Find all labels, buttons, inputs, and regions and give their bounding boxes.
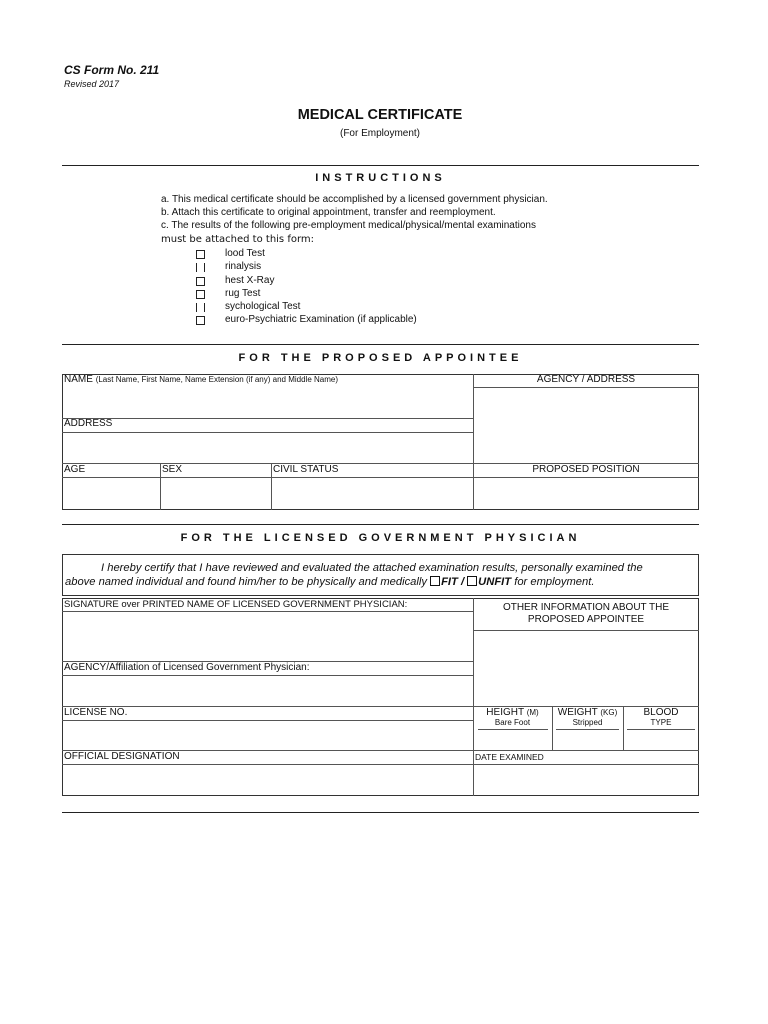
separator: /: [460, 576, 465, 588]
physician-heading: FOR THE LICENSED GOVERNMENT PHYSICIAN: [180, 532, 581, 544]
name-label-text: NAME: [64, 374, 93, 385]
column-divider: [473, 374, 474, 510]
page-title: MEDICAL CERTIFICATE: [297, 107, 463, 123]
instructions-heading: INSTRUCTIONS: [315, 172, 446, 184]
checklist-label: euro-Psychiatric Examination (if applicable): [225, 314, 417, 325]
row-divider: [62, 477, 699, 478]
physician-table: [62, 598, 699, 796]
certification-line-1: I hereby certify that I have reviewed and evaluated the attached examination results, personally examined the: [101, 562, 643, 574]
revision-note: Revised 2017: [64, 79, 120, 89]
agency-address-label: AGENCY / ADDRESS: [536, 374, 636, 385]
divider: [62, 165, 699, 166]
height-unit: (M): [526, 708, 539, 717]
weight-unit: (KG): [600, 708, 618, 717]
blood-label: BLOOD: [643, 707, 679, 718]
proposed-position-label: PROPOSED POSITION: [532, 464, 640, 475]
address-label: ADDRESS: [64, 418, 113, 429]
cell-underline: [556, 729, 619, 730]
instruction-line: c. The results of the following pre-employment medical/physical/mental examinations: [161, 220, 536, 231]
cell-underline: [478, 729, 548, 730]
name-hint: (Last Name, First Name, Name Extension (if any) and Middle Name): [95, 375, 338, 384]
column-divider: [160, 463, 161, 510]
height-text: HEIGHT: [486, 707, 524, 718]
checkbox[interactable]: [196, 290, 205, 299]
checkbox[interactable]: [196, 250, 205, 259]
license-label: LICENSE NO.: [64, 707, 128, 718]
checklist-label: lood Test: [225, 248, 265, 259]
cell-underline: [627, 729, 695, 730]
certification-line-2: [65, 575, 697, 589]
fit-label: FIT: [441, 576, 458, 588]
certification-text: above named individual and found him/her to be physically and medically: [65, 576, 427, 588]
appointee-heading: FOR THE PROPOSED APPOINTEE: [238, 352, 523, 364]
certification-end: for employment.: [514, 576, 595, 588]
row-divider: [62, 764, 699, 765]
row-divider: [62, 418, 473, 419]
unfit-label: UNFIT: [478, 576, 512, 588]
sex-label: SEX: [162, 464, 183, 475]
age-label: AGE: [64, 464, 86, 475]
row-divider: [62, 611, 473, 612]
official-designation-label: OFFICIAL DESIGNATION: [64, 751, 180, 762]
row-divider: [473, 630, 699, 631]
checklist-label: rug Test: [225, 288, 261, 299]
instruction-line: b. Attach this certificate to original appointment, transfer and reemployment.: [161, 207, 496, 218]
row-divider: [62, 432, 473, 433]
checkbox[interactable]: [196, 277, 205, 286]
checklist-label: sychological Test: [225, 301, 301, 312]
height-sub: Bare Foot: [494, 718, 531, 727]
weight-text: WEIGHT: [557, 707, 598, 718]
column-divider: [473, 598, 474, 796]
row-divider: [473, 387, 699, 388]
instruction-line: a. This medical certificate should be accomplished by a licensed government physician.: [161, 194, 548, 205]
checkbox[interactable]: [196, 263, 205, 272]
checklist-label: hest X-Ray: [225, 275, 275, 286]
row-divider: [62, 675, 473, 676]
appointee-table: [62, 374, 699, 510]
civil-status-label: CIVIL STATUS: [273, 464, 339, 475]
checkbox[interactable]: [196, 303, 205, 312]
other-info-label-1: OTHER INFORMATION ABOUT THE: [502, 602, 670, 613]
row-divider: [62, 720, 473, 721]
date-examined-label: DATE EXAMINED: [475, 752, 544, 762]
height-label: [473, 707, 552, 718]
form-number: CS Form No. 211: [64, 63, 160, 77]
checkbox[interactable]: [196, 316, 205, 325]
weight-sub: Stripped: [572, 718, 603, 727]
blood-sub: TYPE: [650, 718, 672, 727]
other-info-label-2: PROPOSED APPOINTEE: [527, 614, 645, 625]
name-label: [64, 374, 338, 385]
column-divider: [271, 463, 272, 510]
unfit-checkbox[interactable]: [467, 576, 477, 586]
bottom-divider: [62, 812, 699, 813]
divider: [62, 344, 699, 345]
fit-checkbox[interactable]: [430, 576, 440, 586]
divider: [62, 524, 699, 525]
weight-label: [552, 707, 623, 718]
signature-label: SIGNATURE over PRINTED NAME OF LICENSED GOVERNMENT PHYSICIAN:: [64, 599, 408, 610]
checklist-label: rinalysis: [225, 261, 262, 272]
instruction-line: must be attached to this form:: [161, 234, 315, 245]
agency-affiliation-label: AGENCY/Affiliation of Licensed Government Physician:: [64, 662, 310, 673]
page-subtitle: (For Employment): [339, 128, 420, 139]
